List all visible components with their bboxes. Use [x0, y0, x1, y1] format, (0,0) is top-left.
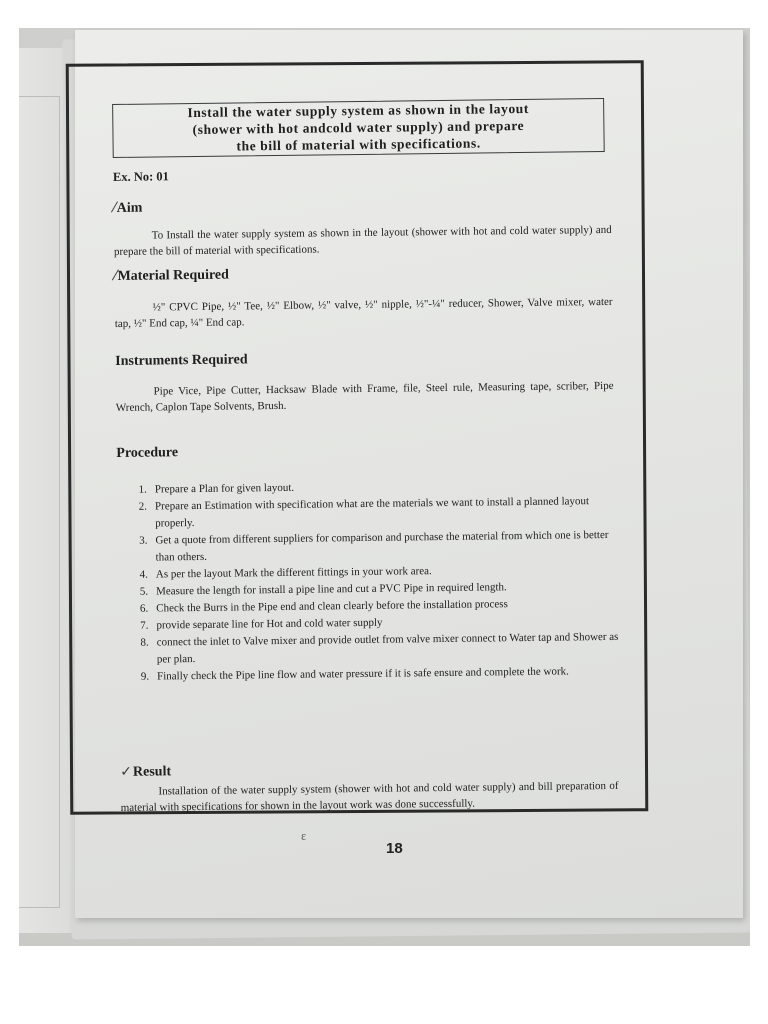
- title-box: [112, 98, 605, 158]
- check-mark-icon: ⁄: [114, 267, 117, 284]
- procedure-step-text: connect the inlet to Valve mixer and provide outlet from valve mixer connect to Water tap and Shower as per plan.: [156, 630, 619, 666]
- procedure-step-text: Finally check the Pipe line flow and water pressure if it is safe ensure and complete the work.: [157, 665, 569, 683]
- aim-text: To Install the water supply system as shown in the layout (shower with hot and cold water supply) and prepare the bill of material with specifications.: [113, 223, 612, 258]
- left-page-border: [19, 96, 60, 908]
- result-heading-label: Result: [132, 764, 172, 780]
- material-heading-label: Material Required: [117, 267, 229, 284]
- procedure-step-number: 4.: [139, 568, 148, 581]
- procedure-step-number: 8.: [140, 636, 149, 649]
- pen-mark: ɛ: [300, 828, 307, 843]
- title-line-3: the bill of material with specifications.: [236, 135, 481, 154]
- procedure-step-number: 5.: [139, 585, 149, 598]
- check-mark-icon: ✓: [120, 763, 133, 780]
- procedure-step-text: Get a quote from different suppliers for comparison and purchase the material from which one is better than others.: [155, 528, 609, 564]
- result-heading: [120, 763, 171, 781]
- procedure-step-number: 1.: [138, 483, 147, 496]
- procedure-step-number: 9.: [140, 670, 150, 683]
- title-line-1: Install the water supply system as shown in the layout: [187, 100, 530, 121]
- instruments-text: Pipe Vice, Pipe Cutter, Hacksaw Blade with Frame, file, Steel rule, Measuring tape, scriber, Pipe Wrench, Caplon Tape Solvents, Brush.: [115, 379, 614, 414]
- check-mark-icon: ⁄: [113, 199, 116, 216]
- procedure-step-text: As per the layout Mark the different fittings in your work area.: [155, 565, 432, 581]
- procedure-step-text: Check the Burrs in the Pipe end and clean clearly before the installation process: [156, 598, 508, 615]
- instruments-paragraph: [116, 378, 614, 416]
- material-paragraph: [114, 294, 612, 332]
- procedure-step-text: Measure the length for install a pipe line and cut a PVC Pipe in required length.: [155, 581, 507, 598]
- procedure-step-number: 6.: [139, 602, 149, 615]
- aim-heading: [113, 200, 142, 217]
- procedure-step-text: Prepare a Plan for given layout.: [154, 481, 295, 496]
- procedure-heading: Procedure: [116, 445, 179, 461]
- aim-heading-label: Aim: [116, 200, 143, 216]
- instruments-heading: Instruments Required: [115, 352, 248, 369]
- procedure-step-text: Prepare an Estimation with specification what are the materials we want to install a planned layout properly.: [154, 495, 590, 530]
- material-text: ½" CPVC Pipe, ½" Tee, ½" Elbow, ½" valve, ½" nipple, ½"-¼" reducer, Shower, Valve mixer, water tap, ½" End cap, ¼" End cap.: [114, 295, 613, 330]
- result-text: Installation of the water supply system (shower with hot and cold water supply) and bill preparation of material with specifications for shown in the layout work was done successfully.: [120, 779, 619, 814]
- title-line-2: (shower with hot andcold water supply) and prepare: [192, 117, 525, 138]
- procedure-list: [133, 476, 625, 686]
- exercise-number: Ex. No: 01: [112, 169, 169, 184]
- procedure-step-text: provide separate line for Hot and cold water supply: [156, 616, 383, 632]
- material-heading: [114, 267, 229, 285]
- page-number: 18: [386, 840, 403, 857]
- result-paragraph: [120, 778, 618, 816]
- aim-paragraph: [114, 222, 612, 260]
- procedure-step-number: 3.: [139, 534, 148, 547]
- procedure-step-number: 2.: [138, 500, 148, 513]
- procedure-step-number: 7.: [140, 619, 149, 632]
